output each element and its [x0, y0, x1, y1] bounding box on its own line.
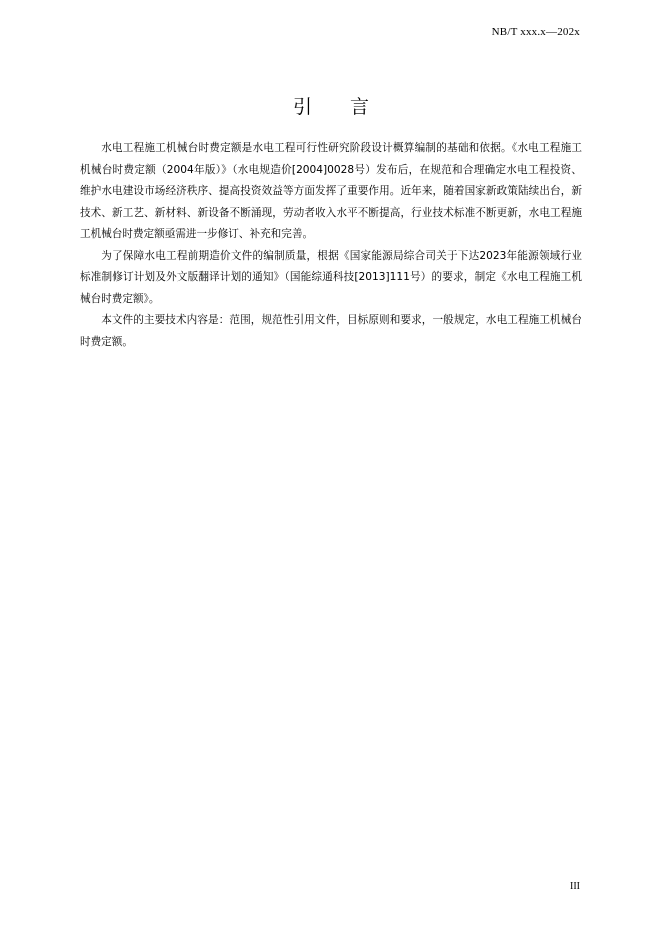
section-title: 引言	[292, 96, 407, 118]
page-number: III	[570, 881, 580, 892]
paragraph: 本文件的主要技术内容是：范围，规范性引用文件，目标原则和要求，一般规定，水电工程施工机械台时费定额。	[80, 314, 582, 348]
paragraph: 水电工程施工机械台时费定额是水电工程可行性研究阶段设计概算编制的基础和依据。《水电工程施工机械台时费定额（2004年版）》（水电规造价[2004]0028号）发布后，在规范和合理确定水电工程投资、维护水电建设市场经济秩序、提高投资效益等方面发挥了重要作用。近年来，随着国家新政策陆续出台，新技术、新工艺、新材料、新设备不断涌现，劳动者收入水平不断提高，行业技术标准不断更新，水电工程施工机械台时费定额亟需进一步修订、补充和完善。	[80, 142, 582, 240]
paragraph: 为了保障水电工程前期造价文件的编制质量，根据《国家能源局综合司关于下达2023年能源领域行业标准制修订计划及外文版翻译计划的通知》（国能综通科技[2013]111号）的要求，制定《水电工程施工机械台时费定额》。	[80, 249, 582, 305]
introduction-body	[80, 138, 582, 353]
document-code: NB/T xxx.x—202x	[491, 26, 580, 38]
